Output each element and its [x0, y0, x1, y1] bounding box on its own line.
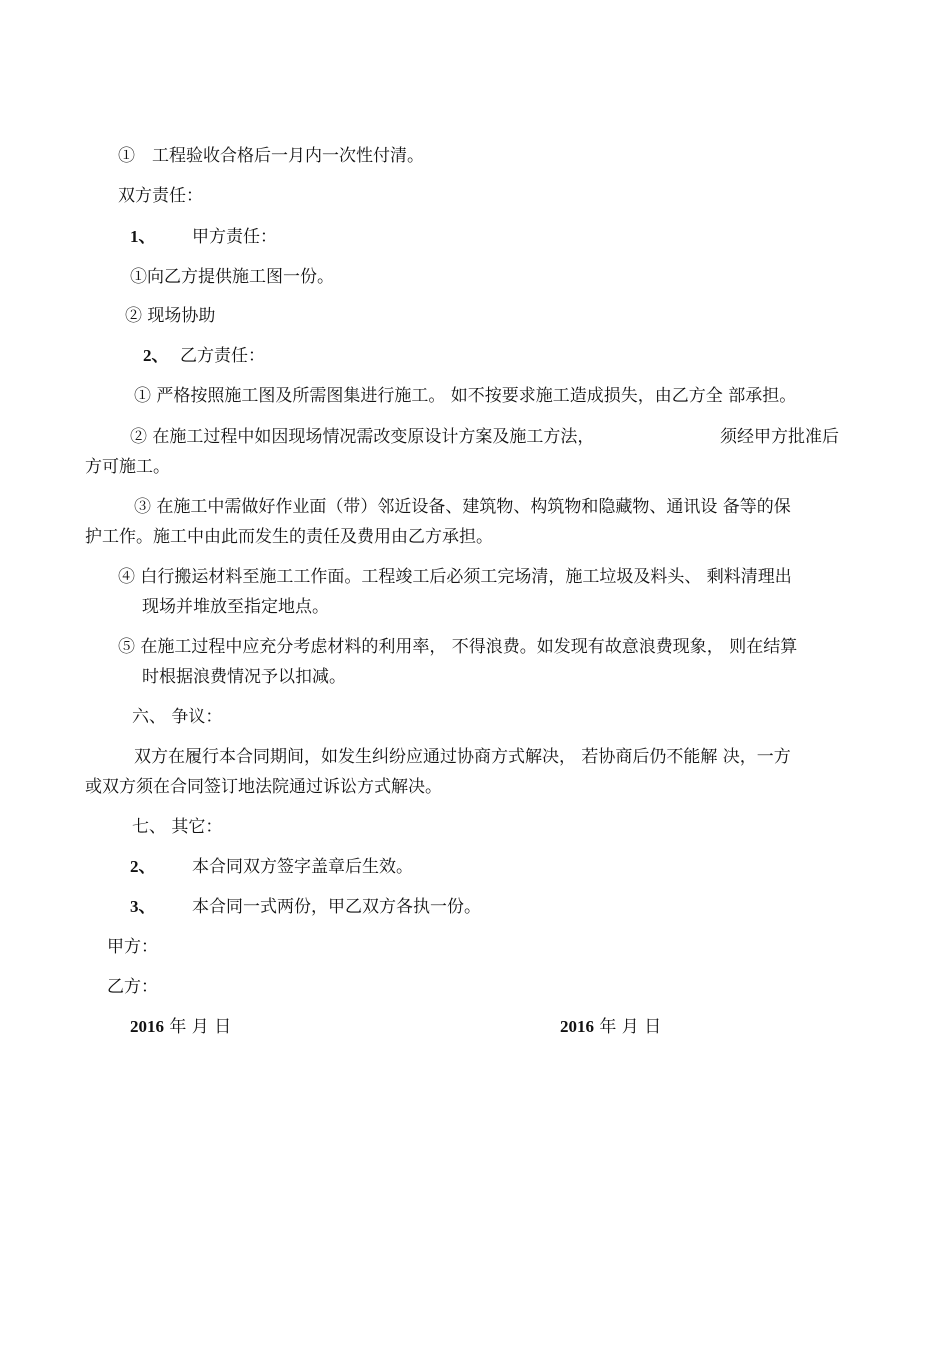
party-a-signature-label: 甲方： [107, 937, 158, 957]
date-left-rest: 年 月 日 [169, 1017, 232, 1037]
party-b-item-4-cont: 现场并堆放至指定地点。 [142, 597, 329, 617]
party-b-item-1: ① 严格按照施工图及所需图集进行施工。 如不按要求施工造成损失，由乙方全 部承担。 [134, 386, 797, 406]
dispute-text-line-1: 双方在履行本合同期间，如发生纠纷应通过协商方式解决， 若协商后仍不能解 决，一方 [134, 747, 791, 767]
party-a-title: 甲方责任： [192, 227, 277, 247]
payment-item-1: ① 工程验收合格后一月内一次性付清。 [118, 146, 424, 166]
party-b-item-2-cont: 方可施工。 [85, 457, 170, 477]
party-b-item-5-cont: 时根据浪费情况予以扣减。 [142, 667, 346, 687]
date-right [560, 1016, 661, 1038]
party-b-item-5: ⑤ 在施工过程中应充分考虑材料的利用率， 不得浪费。如发现有故意浪费现象， 则在结算 [118, 637, 798, 657]
party-b-item-3: ③ 在施工中需做好作业面（带）邻近设备、建筑物、构筑物和隐藏物、通讯设 备等的保 [134, 497, 791, 517]
other-item-number: 2、 [130, 857, 156, 876]
date-left [130, 1016, 231, 1038]
party-b-item-4: ④ 白行搬运材料至施工工作面。工程竣工后必须工完场清，施工垃圾及料头、 剩料清理出 [118, 567, 792, 587]
party-b-item-2-part2: 须经甲方批准后 [720, 427, 839, 447]
responsibilities-heading: 双方责任： [118, 186, 203, 206]
party-b-title: 乙方责任： [180, 346, 265, 366]
party-b-item-3-cont: 护工作。施工中由此而发生的责任及费用由乙方承担。 [85, 527, 493, 547]
party-b-number: 2、 [143, 346, 169, 365]
party-b-signature-label: 乙方： [107, 977, 158, 997]
party-a-item-1: ①向乙方提供施工图一份。 [130, 267, 334, 287]
other-item-text: 本合同一式两份，甲乙双方各执一份。 [192, 897, 481, 917]
other-item-number: 3、 [130, 897, 156, 916]
date-right-rest: 年 月 日 [599, 1017, 662, 1037]
dispute-heading: 六、 争议： [132, 707, 223, 727]
date-right-year: 2016 [560, 1017, 594, 1036]
party-a-item-2: ② 现场协助 [125, 306, 216, 326]
other-heading: 七、 其它： [132, 817, 223, 837]
other-item-text: 本合同双方签字盖章后生效。 [192, 857, 413, 877]
party-b-item-2: ② 在施工过程中如因现场情况需改变原设计方案及施工方法， [130, 427, 595, 447]
party-a-number: 1、 [130, 227, 156, 246]
date-left-year: 2016 [130, 1017, 164, 1036]
dispute-text-line-2: 或双方须在合同签订地法院通过诉讼方式解决。 [85, 777, 442, 797]
